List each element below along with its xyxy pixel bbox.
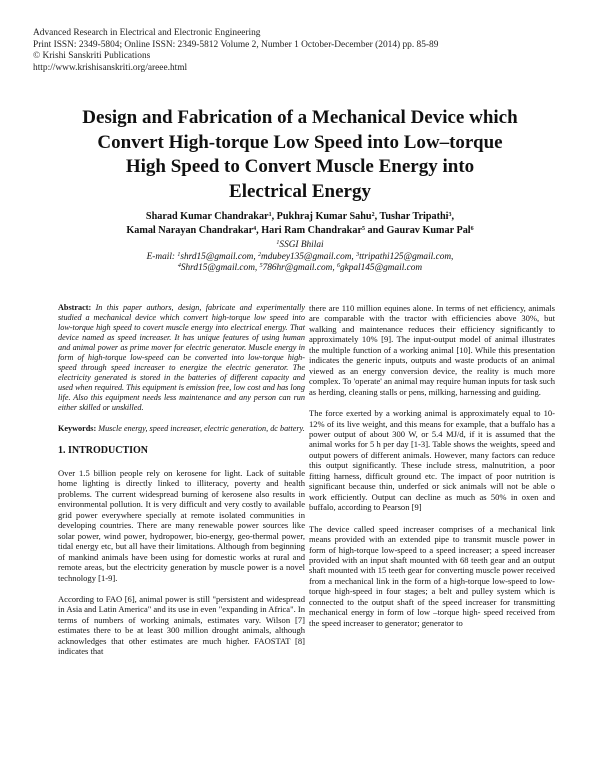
paragraph: According to FAO [6], animal power is still "persistent and widespread in Asia and Latin America" and its use in even "expanding in Africa". In terms of numbers of working animals, estimates vary. Wilson [7] estimates there to be at least 300 million drought animals, although acknowledges that other estimates are much higher. FAOSTAT [8] indicates that — [58, 593, 305, 657]
title-line: Design and Fabrication of a Mechanical Device which — [82, 107, 518, 128]
email-link[interactable]: 786hr@gmail.com, — [262, 263, 337, 274]
email-link[interactable]: mdubey135@gmail.com, — [261, 251, 357, 262]
right-column — [309, 303, 555, 628]
title-line: High Speed to Convert Muscle Energy into — [125, 156, 475, 177]
journal-header — [33, 28, 438, 74]
title-line: Electrical Energy — [229, 180, 371, 202]
author: Tushar Tripathi — [379, 211, 449, 222]
left-column — [58, 303, 305, 657]
paper-title — [40, 106, 560, 204]
email-link[interactable]: Shrd15@gmail.com, — [180, 263, 260, 274]
paragraph: The device called speed increaser comprises of a mechanical link means provided with an extended pipe to transmit muscle power in form of high-torque low-speed to a speed increaser; a speed increaser provided with an input shaft mounted with 68 teeth gear and an output shaft mounted with 15 teeth gear for converting muscle power received from a mechanical link in the form of a high-torque low-speed to low-torque high-speed in four stages; a belt and pulley system which is connected to the output shaft of the speed increaser for transmitting mechanical energy in form of low –torque high- speed received from the speed increaser to generator; generator to — [309, 523, 555, 628]
author: Sharad Kumar Chandrakar — [145, 211, 269, 222]
institution: $^1$SSGI Bhilai — [276, 240, 324, 250]
keywords: Keywords: Muscle energy, speed increaser, electric generation, dc battery. — [58, 424, 305, 433]
email-link[interactable]: shrd15@gmail.com, — [180, 251, 259, 262]
author-list: Sharad Kumar Chandrakar$^1$, Pukhraj Kumar Sahu$^2$, Tushar Tripathi$^3$, Kamal Narayan Chandrakar$^4$, Hari Ram Chandrakar$^5$ and Gaurav Kumar Pal$^6$ — [126, 211, 474, 236]
email-line: $^4$Shrd15@gmail.com, $^5$786hr@gmail.com, $^6$gkpal145@gmail.com — [177, 263, 423, 274]
author: Pukhraj Kumar Sahu — [276, 211, 372, 222]
author: Gaurav Kumar Pal — [386, 225, 471, 236]
abstract: Abstract: In this paper authors, design, fabricate and experimentally studied a mechanical device which convert high-torque low speed into low-torque high speed to covert muscle energy into electrical energy. That device named as speed increaser. It has unique features of using human and animal power as prime mover for electric generator. Muscle energy in form of high-torque low-speed can be converted into low-torque high-speed through speed increaser to energize the electric generator. The electricity generated is stored in the batteries of different capacity and used when required. This equipment is emission free, low cost and has long life. Also this equipment needs less maintenance and any person can run either skilled or unskilled. — [58, 303, 305, 412]
paragraph: there are 110 million equines alone. In terms of net efficiency, animals are comparable with the tractor with efficiencies above 30%, but walking and maintenance reduces their efficiency significantly to approximately 10% [9]. The input-output model of animal illustrates the multiple function of a working animal [10]. While this presentation indicates the generic inputs, outputs and waste products of an animal viewed as an energy conversion device, the reality is much more complex. To 'operate' an animal may require human inputs for task such as herding, cleaning stalls or pens, milking, harnessing and guiding. — [309, 303, 555, 397]
email-link[interactable]: gkpal145@gmail.com — [339, 263, 423, 274]
author: Hari Ram Chandrakar — [261, 225, 362, 236]
journal-url[interactable]: http://www.krishisanskriti.org/areee.html — [33, 62, 188, 73]
paragraph: Over 1.5 billion people rely on kerosene for light. Lack of suitable home lighting is directly linked to illiteracy, poverty and health problems. The current widespread burning of kerosene also results in environmental pollution. It is very difficult and very costly to available grid power everywhere specially at remote isolated communities in developing countries. There are many renewable power sources like solar power, wind power, hydropower, bio-energy, geo-thermal power, tidal energy etc, but all have their limitations. Although from beginning of mankind animals have been using for domestic works at rural and remote areas, but the electricity generation by muscle power is a novel technology [1-9]. — [58, 468, 305, 583]
affiliation — [40, 240, 560, 275]
email-link[interactable]: ttripathi125@gmail.com, — [359, 251, 454, 262]
journal-name: Advanced Research in Electrical and Electronic Engineering — [33, 28, 261, 38]
paragraph: The force exerted by a working animal is approximately equal to 10-12% of its live weight, and this means for example, that a buffalo has a power output of about 300 W, or 5.4 MJ/d, if it is assumed that the animal works for 5 h per day [1-3]. Table shows the weights, speed and output powers of different animals. However, many factors can reduce this output significantly. These include stress, malnutrition, a poor fitting harness, difficult ground etc. The impact of poor nutrition is significant because thin, underfed or sick animals will not be able o work efficiently. Output can decline as much as 50% in oxen and buffalo, according to Pearson [9] — [309, 408, 555, 513]
email-line: E-mail: $^1$shrd15@gmail.com, $^2$mdubey135@gmail.com, $^3$ttripathi125@gmail.com, — [146, 251, 454, 262]
author: Kamal Narayan Chandrakar — [126, 225, 254, 236]
journal-publisher: © Krishi Sanskriti Publications — [33, 51, 151, 62]
journal-issn: Print ISSN: 2349-5804; Online ISSN: 2349-5812 Volume 2, Number 1 October-December (2014) pp. 85-89 — [33, 39, 439, 50]
section-heading: 1. INTRODUCTION — [58, 445, 149, 456]
title-line: Convert High-torque Low Speed into Low–torque — [97, 131, 503, 153]
